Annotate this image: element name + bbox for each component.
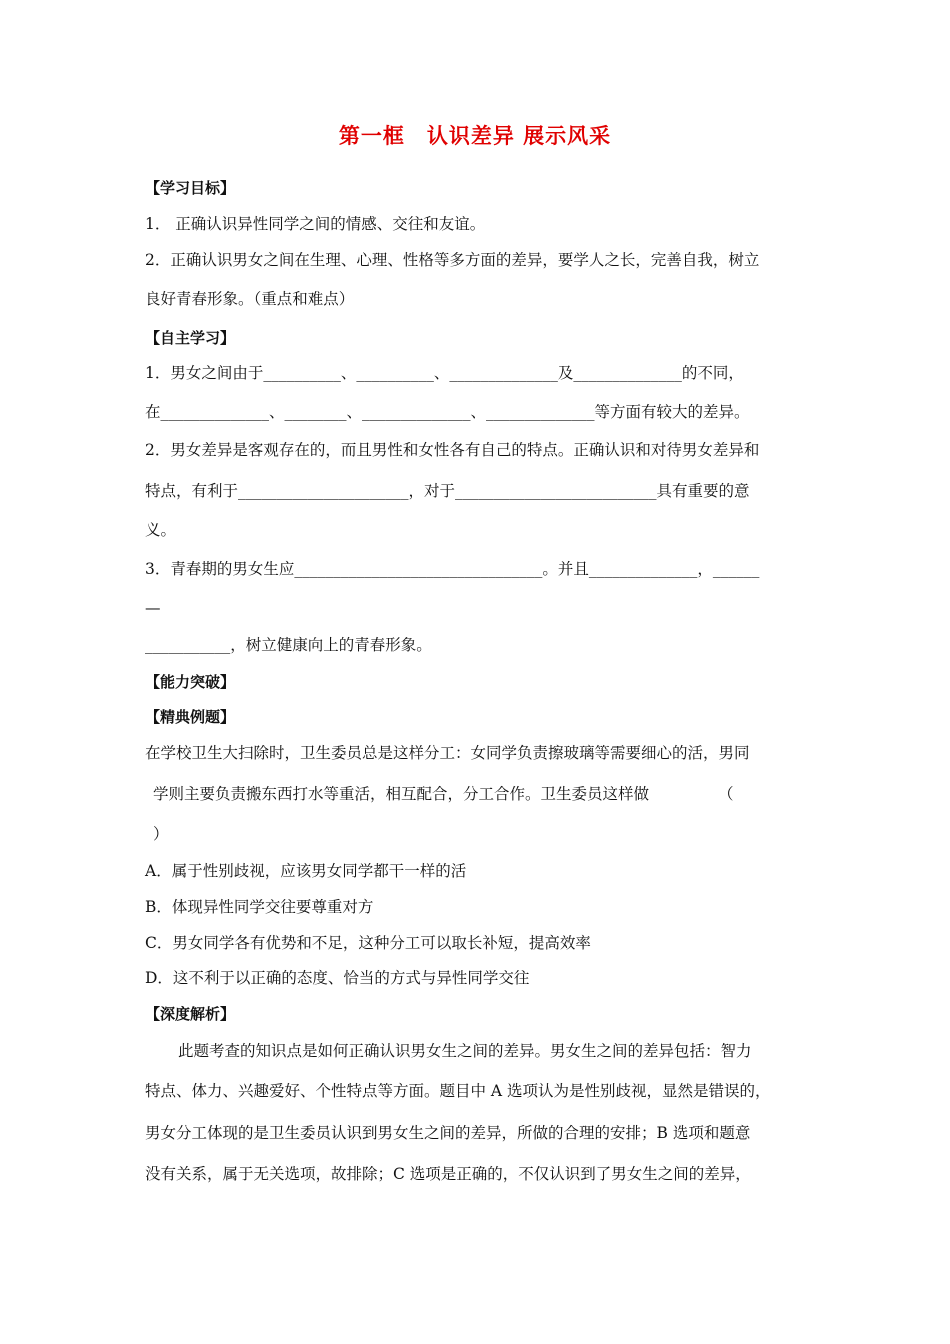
self-study-line: 2．男女差异是客观存在的，而且男性和女性各有自己的特点。正确认识和对待男女差异和: [145, 441, 760, 459]
self-study-line: ___________，树立健康向上的青春形象。: [145, 636, 432, 654]
analysis-line: 此题考查的知识点是如何正确认识男女生之间的差异。男女生之间的差异包括：智力: [178, 1042, 752, 1060]
analysis-line: 没有关系，属于无关选项，故排除；C 选项是正确的，不仅认识到了男女生之间的差异，: [145, 1165, 751, 1183]
analysis-line: 特点、体力、兴趣爱好、个性特点等方面。题目中 A 选项认为是性别歧视，显然是错误的，: [145, 1082, 771, 1100]
goal-line: 良好青春形象。（重点和难点）: [145, 290, 355, 308]
example-line: 学则主要负责搬东西打水等重活，相互配合，分工合作。卫生委员这样做 （: [153, 785, 734, 803]
analysis-heading: 【深度解析】: [145, 1005, 236, 1023]
self-study-heading: 【自主学习】: [145, 329, 236, 347]
goal-line: 1． 正确认识异性同学之间的情感、交往和友谊。: [145, 215, 486, 233]
option-d: D．这不利于以正确的态度、恰当的方式与异性同学交往: [145, 969, 530, 987]
document-title: 第一框 认识差异 展示风采: [338, 124, 612, 148]
option-b: B．体现异性同学交往要尊重对方: [145, 898, 374, 916]
ability-heading: 【能力突破】: [145, 673, 236, 691]
goal-line: 2．正确认识男女之间在生理、心理、性格等多方面的差异，要学人之长，完善自我，树立: [145, 251, 760, 269]
self-study-line: —: [145, 599, 161, 617]
self-study-line: 在______________、________、______________、______________等方面有较大的差异。: [145, 403, 750, 421]
example-line: ）: [153, 825, 169, 843]
option-a: A．属于性别歧视，应该男女同学都干一样的活: [145, 862, 467, 880]
example-line: 在学校卫生大扫除时，卫生委员总是这样分工：女同学负责擦玻璃等需要细心的活，男同: [145, 744, 750, 762]
self-study-line: 特点，有利于______________________，对于__________________________具有重要的意: [145, 482, 750, 500]
self-study-line: 1．男女之间由于__________、__________、______________及______________的不同，: [145, 364, 744, 382]
self-study-line: 3．青春期的男女生应________________________________。并且______________，______: [145, 560, 760, 578]
goals-heading: 【学习目标】: [145, 179, 236, 197]
self-study-line: 义。: [145, 521, 177, 539]
example-heading: 【精典例题】: [145, 708, 236, 726]
option-c: C．男女同学各有优势和不足，这种分工可以取长补短，提高效率: [145, 934, 591, 952]
analysis-line: 男女分工体现的是卫生委员认识到男女生之间的差异，所做的合理的安排；B 选项和题意: [145, 1124, 751, 1142]
